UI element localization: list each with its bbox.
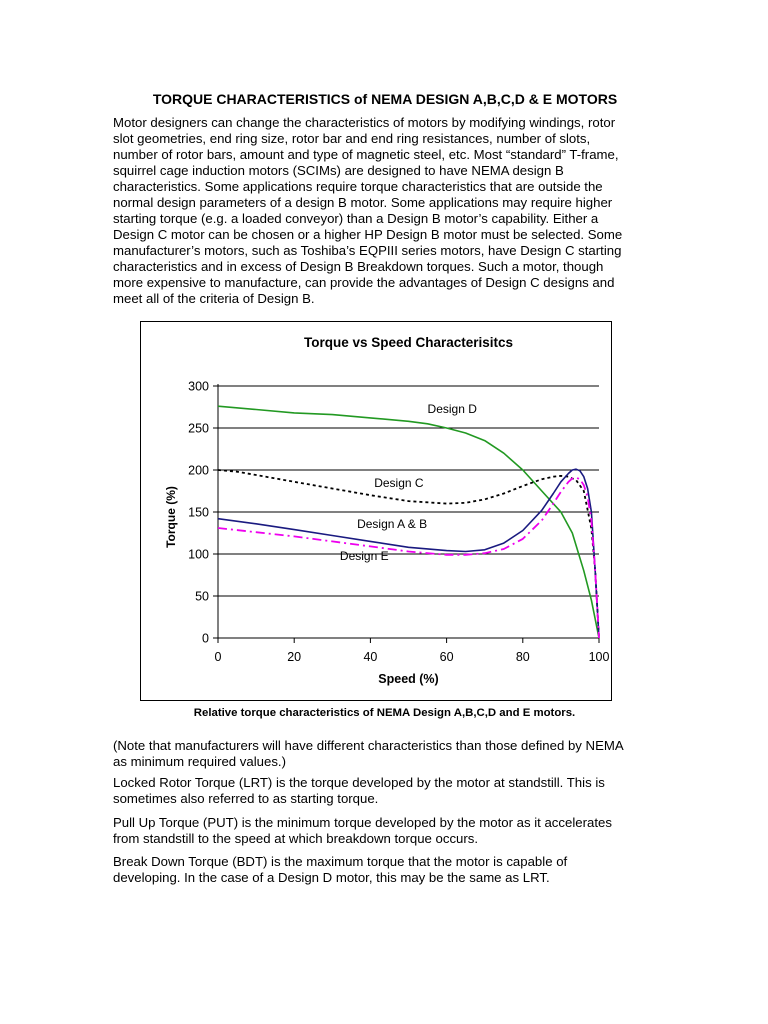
series-annotation: Design A & B [357, 516, 428, 531]
x-tick-label: 60 [439, 650, 454, 664]
y-tick-label: 0 [202, 631, 209, 646]
y-tick-label: 300 [188, 379, 209, 394]
chart-canvas [141, 322, 611, 700]
y-tick-label: 200 [188, 463, 209, 478]
intro-line: normal design parameters of a design B motor. Some applications may require higher [113, 195, 613, 210]
y-axis-label: Torque (%) [164, 486, 178, 548]
bdt-paragraph [113, 854, 643, 886]
intro-line: characteristics. Some applications require torque characteristics that are outside the [113, 179, 603, 194]
bdt-line: Break Down Torque (BDT) is the maximum torque that the motor is capable of [113, 854, 568, 869]
lrt-paragraph [113, 775, 643, 807]
intro-line: Motor designers can change the characteristics of motors by modifying windings, rotor [113, 115, 616, 130]
intro-line: slot geometries, end ring size, rotor bar and end ring resistances, number of slots, [113, 131, 591, 146]
lrt-line: Locked Rotor Torque (LRT) is the torque developed by the motor at standstill. This is [113, 775, 605, 790]
page-title: TORQUE CHARACTERISTICS of NEMA DESIGN A,B,C,D & E MOTORS [152, 91, 618, 107]
series-annotation: Design C [374, 475, 424, 490]
intro-line: meet all of the criteria of Design B. [113, 291, 315, 306]
note-paragraph [113, 738, 643, 770]
lrt-line: sometimes also referred to as starting torque. [113, 791, 379, 806]
put-line: from standstill to the speed at which breakdown torque occurs. [113, 831, 479, 846]
note-line: as minimum required values.) [113, 754, 286, 769]
intro-line: number of rotor bars, amount and type of magnetic steel, etc. Most “standard” T-frame, [113, 147, 619, 162]
y-tick-label: 250 [188, 421, 209, 436]
torque-speed-chart [140, 321, 612, 701]
series-annotation: Design D [427, 401, 477, 416]
intro-line: characteristics and in excess of Design B Breakdown torques. Such a motor, though [113, 259, 604, 274]
x-tick-label: 20 [287, 650, 302, 664]
intro-line: starting torque (e.g. a loaded conveyor) than a Design B motor’s capability. Either a [113, 211, 599, 226]
x-tick-label: 0 [214, 650, 222, 664]
x-tick-label: 40 [363, 650, 378, 664]
chart-caption: Relative torque characteristics of NEMA Design A,B,C,D and E motors. [193, 707, 576, 719]
intro-line: squirrel cage induction motors (SCIMs) are designed to have NEMA design B [113, 163, 564, 178]
y-tick-label: 150 [188, 505, 209, 520]
intro-line: Design C motor can be chosen or a higher HP Design B motor must be selected. Some [113, 227, 623, 242]
intro-paragraph [113, 115, 643, 307]
bdt-line: developing. In the case of a Design D motor, this may be the same as LRT. [113, 870, 550, 885]
x-tick-label: 80 [515, 650, 530, 664]
y-tick-label: 100 [188, 547, 209, 562]
x-tick-label: 100 [588, 650, 610, 664]
chart-title: Torque vs Speed Characterisitcs [303, 335, 514, 350]
x-axis-label: Speed (%) [378, 672, 439, 686]
put-paragraph [113, 815, 643, 847]
series-annotation: Design E [339, 548, 389, 563]
put-line: Pull Up Torque (PUT) is the minimum torque developed by the motor as it accelerates [113, 815, 612, 830]
intro-line: manufacturer’s motors, such as Toshiba’s EQPIII series motors, have Design C starting [113, 243, 622, 258]
intro-line: more expensive to manufacture, can provide the advantages of Design C designs and [113, 275, 615, 290]
note-line: (Note that manufacturers will have different characteristics than those defined by NEMA [113, 738, 624, 753]
y-tick-label: 50 [195, 589, 209, 604]
